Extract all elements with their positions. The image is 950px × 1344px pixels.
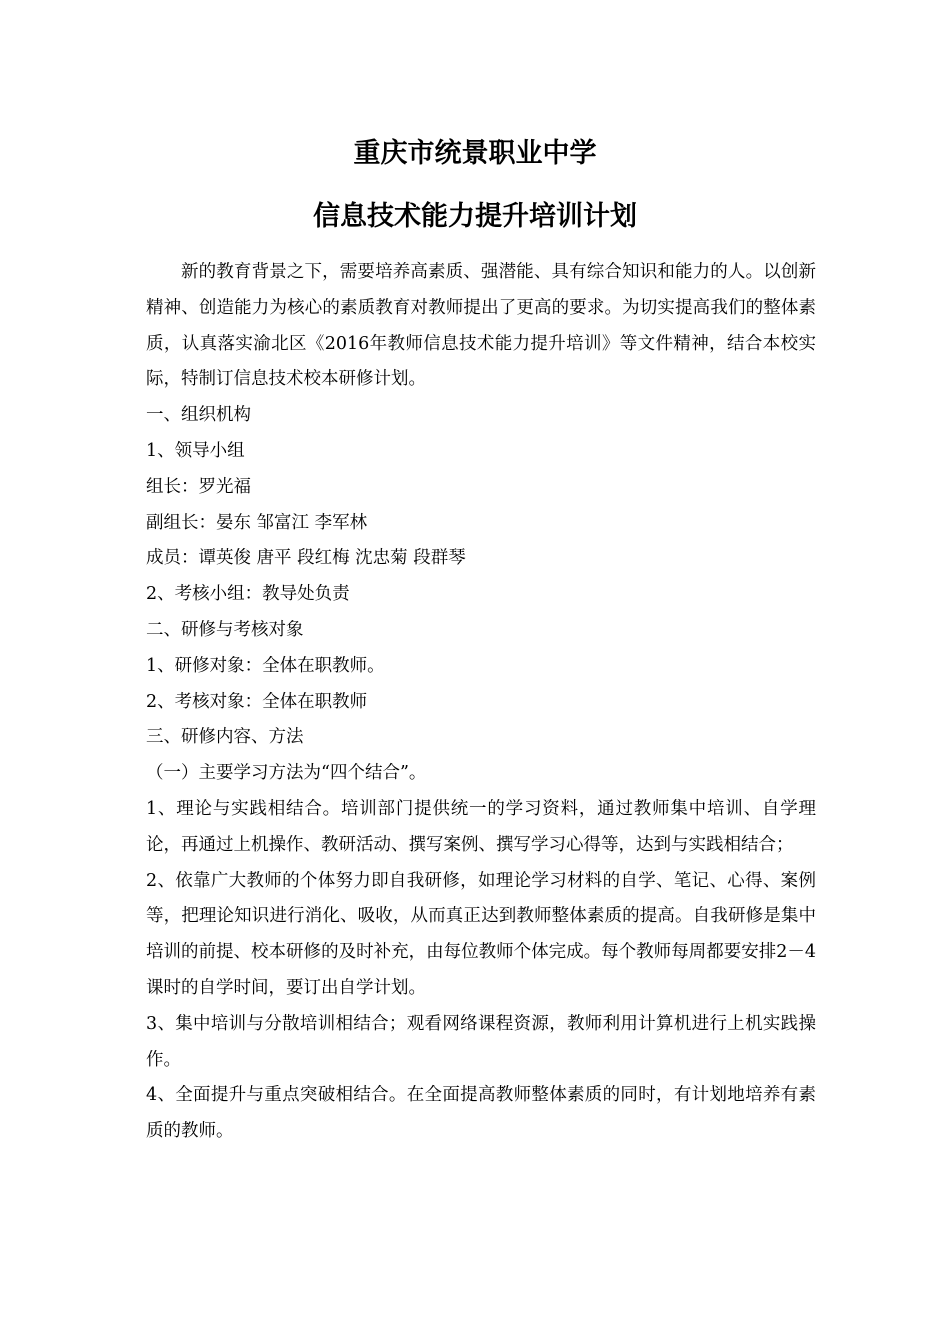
intro-paragraph: 新的教育背景之下，需要培养高素质、强潜能、具有综合知识和能力的人。以创新精神、创造能力为核心的素质教育对教师提出了更高的要求。为切实提高我们的整体素质，认真落实渝北区《2016年教师信息技术能力提升培训》等文件精神，结合本校实际，特制订信息技术校本研修计划。	[146, 262, 816, 390]
list-item: 组长：罗光福	[146, 476, 251, 497]
section-heading: 二、研修与考核对象	[146, 619, 304, 640]
list-item: 1、研修对象：全体在职教师。	[146, 655, 385, 676]
document-title-school: 重庆市统景职业中学	[353, 138, 597, 169]
section-heading: 一、组织机构	[146, 405, 251, 426]
subsection-heading: （一）主要学习方法为“四个结合”。	[146, 763, 427, 784]
list-item: 成员：谭英俊 唐平 段红梅 沈忠菊 段群琴	[146, 548, 466, 569]
list-item: 2、考核对象：全体在职教师	[146, 691, 368, 712]
list-item: 副组长：晏东 邹富江 李军林	[146, 512, 368, 533]
document-title-plan: 信息技术能力提升培训计划	[313, 201, 637, 232]
document-body	[146, 255, 816, 1150]
body-paragraph: 3、集中培训与分散培训相结合；观看网络课程资源，教师利用计算机进行上机实践操作。	[146, 1013, 816, 1070]
body-paragraph: 4、全面提升与重点突破相结合。在全面提高教师整体素质的同时，有计划地培养有素质的教师。	[146, 1085, 816, 1142]
subsection-heading: 2、考核小组：教导处负责	[146, 584, 350, 605]
body-paragraph: 2、依靠广大教师的个体努力即自我研修，如理论学习材料的自学、笔记、心得、案例等，把理论知识进行消化、吸收，从而真正达到教师整体素质的提高。自我研修是集中培训的前提、校本研修的及时补充，由每位教师个体完成。每个教师每周都要安排2－4课时的自学时间，要订出自学计划。	[146, 870, 816, 998]
section-heading: 三、研修内容、方法	[146, 727, 304, 748]
subsection-heading: 1、领导小组	[146, 440, 245, 461]
body-paragraph: 1、理论与实践相结合。培训部门提供统一的学习资料，通过教师集中培训、自学理论，再通过上机操作、教研活动、撰写案例、撰写学习心得等，达到与实践相结合；	[146, 798, 816, 855]
